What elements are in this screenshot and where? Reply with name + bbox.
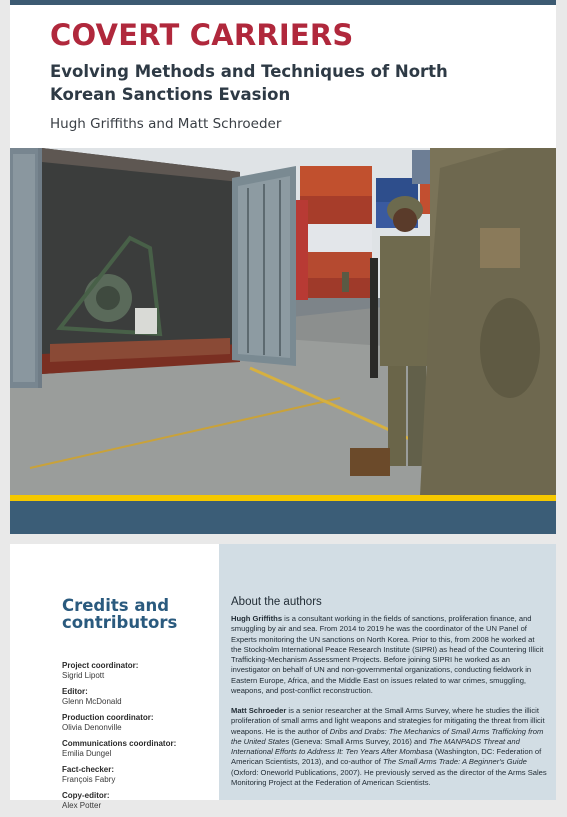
credit-role: Editor: — [62, 687, 88, 696]
book-title: The MANPADS Threat and International Efforts to Address It: Ten Years After Mombasa — [231, 736, 520, 757]
credits-list — [62, 661, 212, 817]
bio-griffiths — [231, 614, 547, 696]
report-subtitle: Evolving Methods and Techniques of North Korean Sanctions Evasion — [50, 62, 448, 104]
credit-role: Project coordinator: — [62, 661, 139, 670]
credit-role: Production coordinator: — [62, 713, 154, 722]
bio-text: is a consultant working in the fields of sanctions, proliferation finance, and smuggling by air and sea. From 2014 to 2019 he was the coordinator of the UN Panel of Experts monitoring the UN sanctions on North Korea. Prior to this, from 2008 he worked at the Stockholm International Peace Research Institute (SIPRI) as head of the Countering Illicit Trafficking-Mechanism Assessment Projects. Before joining SIPRI he worked as an investigator on behalf of UN and non-governmental organizations, conducting fieldwork in Eastern Europe, Africa, and the Middle East on issues related to war crimes, smuggling, weapons, and post-conflict reconstruction. — [231, 614, 544, 696]
bio-text: (Geneva: Small Arms Survey, 2016) and — [289, 736, 429, 746]
credit-name: Alex Potter — [62, 801, 102, 810]
bio-text: is a senior researcher at the Small Arms Survey, where he studies the illicit proliferation of small arms and light weapons and strategies for mitigating the threat from illicit weapons. He is the author of — [231, 706, 545, 736]
book-title: Dribs and Drabs: The Mechanics of Small Arms Trafficking from the United States — [231, 726, 544, 746]
credit-item — [62, 791, 212, 811]
credits-page — [10, 544, 556, 810]
credit-role: Communications coordinator: — [62, 739, 177, 748]
credits-heading: Credits and contributors — [62, 596, 178, 632]
credits-column — [10, 544, 219, 810]
credit-item — [62, 713, 212, 733]
credit-item — [62, 661, 212, 681]
credit-item — [62, 739, 212, 759]
credit-name: Glenn McDonald — [62, 697, 122, 706]
bio-name: Matt Schroeder — [231, 706, 287, 715]
credit-name: Sigrid Lipott — [62, 671, 105, 680]
bio-text: (Oxford: Oneworld Publications, 2007). He previously served as the director of the Arms Sales Monitoring Project at the Federation of American Scientists. — [231, 767, 547, 788]
credit-name: Emilia Dungel — [62, 749, 112, 758]
bio-schroeder — [231, 706, 547, 788]
report-title: COVERT CARRIERS — [50, 18, 354, 52]
cover-page — [10, 0, 556, 534]
about-heading: About the authors — [231, 596, 322, 608]
bio-text: (Washington, DC: Federation of American Scientists, 2013), and co-author of — [231, 747, 542, 767]
top-bar — [10, 0, 556, 5]
shipping-container-photo — [10, 148, 556, 496]
credit-role: Fact-checker: — [62, 765, 115, 774]
blue-band — [10, 501, 556, 534]
credit-name: François Fabry — [62, 775, 116, 784]
about-column — [219, 544, 556, 800]
book-title: The Small Arms Trade: A Beginner's Guide — [382, 757, 527, 767]
credit-name: Olivia Denonville — [62, 723, 122, 732]
credit-role: Copy-editor: — [62, 791, 110, 800]
bio-name: Hugh Griffiths — [231, 614, 283, 623]
report-authors: Hugh Griffiths and Matt Schroeder — [50, 116, 282, 132]
credit-item — [62, 765, 212, 785]
credit-item — [62, 687, 212, 707]
